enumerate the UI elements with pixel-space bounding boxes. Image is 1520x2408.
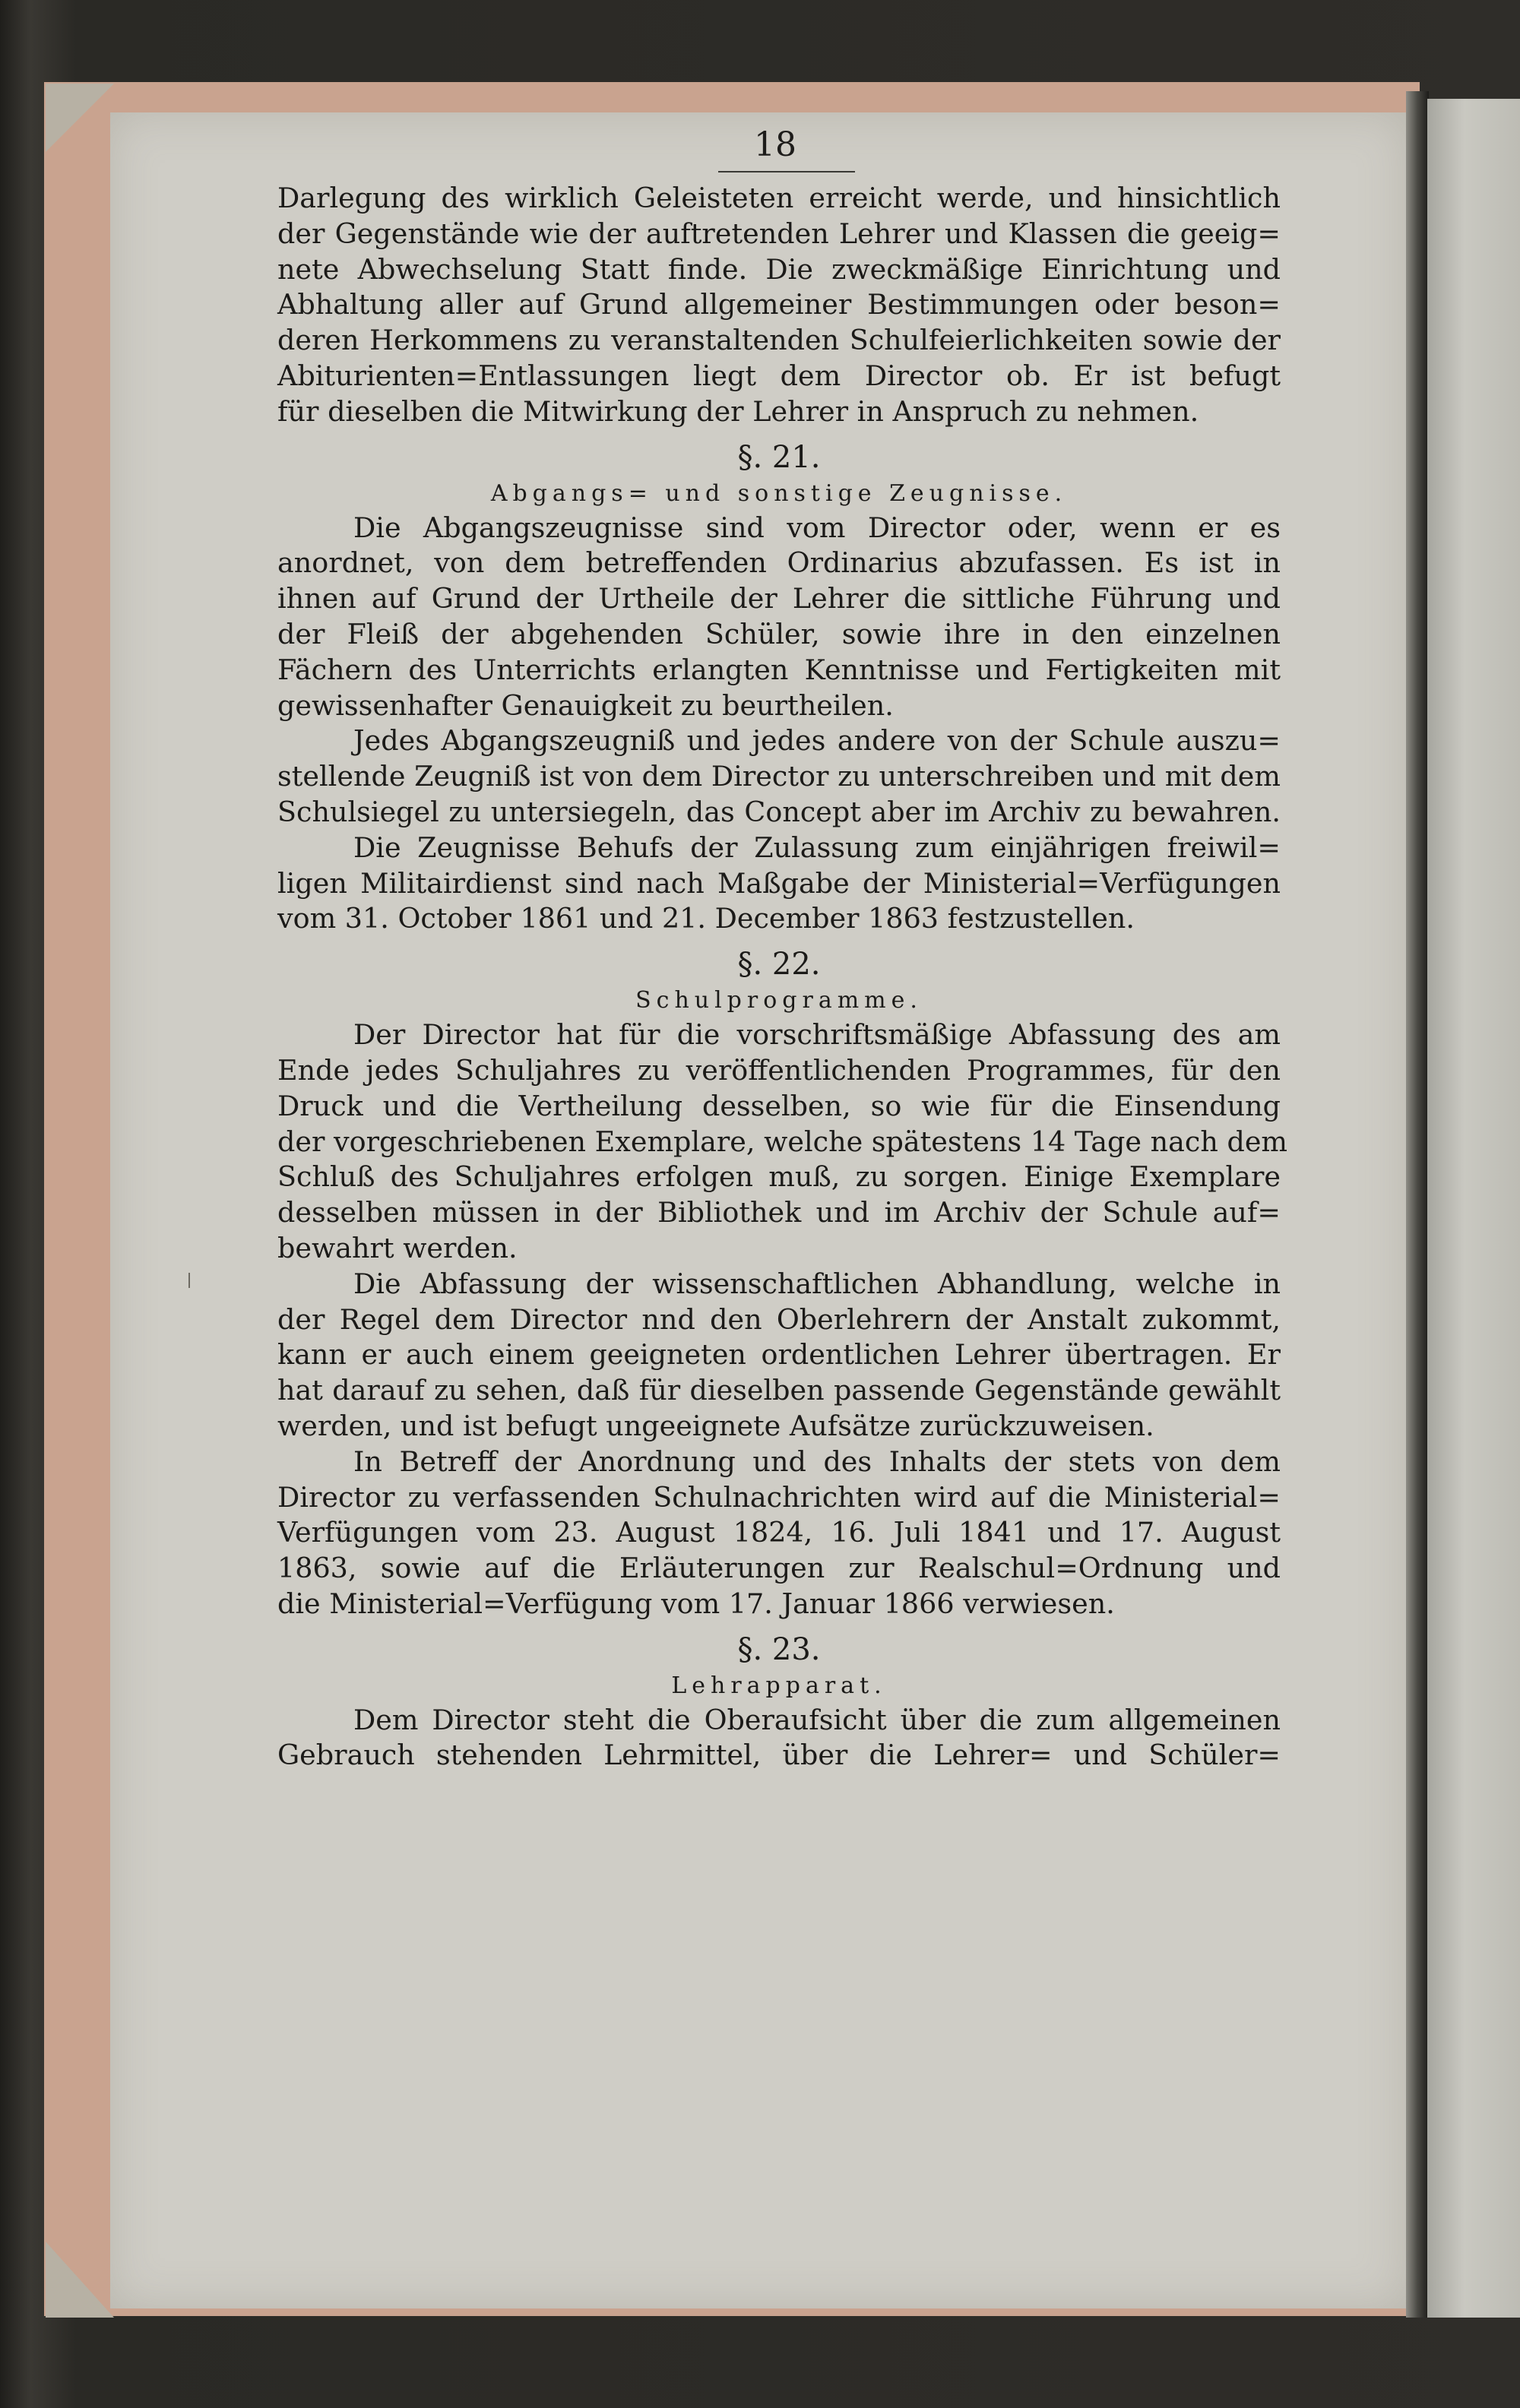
text-line: der Regel dem Director nnd den Oberlehrern der Anstalt zukommt, <box>277 1302 1281 1336</box>
text-line: der vorgeschriebenen Exemplare, welche spätestens 14 Tage nach dem <box>277 1125 1288 1158</box>
text-line: der Gegenstände wie der auftretenden Lehrer und Klassen die geeig= <box>277 217 1281 250</box>
text-line: Der Director hat für die vorschriftsmäßige Abfassung des am <box>353 1018 1281 1052</box>
text-line: Die Abgangszeugnisse sind vom Director oder, wenn er es <box>353 511 1281 544</box>
text-line: nete Abwechselung Statt finde. Die zweckmäßige Einrichtung und <box>277 252 1281 286</box>
text-line: Schulsiegel zu untersiegeln, das Concept aber im Archiv zu bewahren. <box>277 795 1281 828</box>
text-line: ligen Militairdienst sind nach Maßgabe der Ministerial=Verfügungen <box>277 866 1281 900</box>
text-line: Druck und die Vertheilung desselben, so wie für die Einsendung <box>277 1089 1281 1122</box>
section-title: Abgangs= und sonstige Zeugnisse. <box>490 479 1068 507</box>
text-line: Jedes Abgangszeugniß und jedes andere von der Schule auszu= <box>353 724 1281 758</box>
page-number-rule <box>718 171 855 172</box>
margin-mark <box>188 1273 190 1288</box>
text-line: Darlegung des wirklich Geleisteten erreicht werde, und hinsichtlich <box>277 182 1281 214</box>
text-line: Abhaltung aller auf Grund allgemeiner Bestimmungen oder beson= <box>277 288 1281 321</box>
text-line: Die Zeugnisse Behufs der Zulassung zum einjährigen freiwil= <box>353 831 1281 864</box>
text-line: Abiturienten=Entlassungen liegt dem Director ob. Er ist befugt <box>277 359 1281 392</box>
page-text <box>277 181 1288 1774</box>
text-line: Gebrauch stehenden Lehrmittel, über die Lehrer= und Schüler= <box>277 1739 1281 1772</box>
text-line: ihnen auf Grund der Urtheile der Lehrer die sittliche Führung und <box>277 582 1281 615</box>
text-line: vom 31. October 1861 und 21. December 1863 festzustellen. <box>277 902 1135 935</box>
text-line: In Betreff der Anordnung und des Inhalts der stets von dem <box>353 1444 1281 1478</box>
text-line: hat darauf zu sehen, daß für dieselben passende Gegenstände gewählt <box>277 1374 1281 1407</box>
text-line: werden, und ist befugt ungeeignete Aufsätze zurückzuweisen. <box>277 1409 1154 1442</box>
text-line: stellende Zeugniß ist von dem Director zu unterschreiben und mit dem <box>277 760 1281 793</box>
book-gutter <box>1406 91 1429 2318</box>
text-line: kann er auch einem geeigneten ordentlichen Lehrer übertragen. Er <box>277 1338 1281 1372</box>
text-line: für dieselben die Mitwirkung der Lehrer in Anspruch zu nehmen. <box>277 394 1199 428</box>
text-line: Die Abfassung der wissenschaftlichen Abhandlung, welche in <box>353 1267 1281 1300</box>
text-line: anordnet, von dem betreffenden Ordinarius abzufassen. Es ist in <box>277 546 1281 580</box>
section-number: §. 21. <box>737 439 821 475</box>
text-line: desselben müssen in der Bibliothek und im Archiv der Schule auf= <box>277 1196 1281 1229</box>
facing-page-edge <box>1427 99 1520 2318</box>
section-number: §. 22. <box>737 947 821 983</box>
text-line: Dem Director steht die Oberaufsicht über die zum allgemeinen <box>353 1703 1281 1736</box>
page-number: 18 <box>754 125 796 164</box>
text-line: die Ministerial=Verfügung vom 17. Januar 1866 verwiesen. <box>277 1587 1115 1620</box>
text-line: Fächern des Unterrichts erlangten Kenntnisse und Fertigkeiten mit <box>277 653 1281 686</box>
text-line: gewissenhafter Genauigkeit zu beurtheilen. <box>277 688 894 722</box>
text-line: Schluß des Schuljahres erfolgen muß, zu sorgen. Einige Exemplare <box>277 1160 1281 1194</box>
text-line: deren Herkommens zu veranstaltenden Schulfeierlichkeiten sowie der <box>277 324 1281 357</box>
section-title: Schulprogramme. <box>635 987 923 1014</box>
text-line: Verfügungen vom 23. August 1824, 16. Juli 1841 und 17. August <box>277 1516 1281 1549</box>
text-line: Director zu verfassenden Schulnachrichten wird auf die Ministerial= <box>277 1480 1281 1514</box>
text-line: der Fleiß der abgehenden Schüler, sowie ihre in den einzelnen <box>277 617 1281 650</box>
text-line: 1863, sowie auf die Erläuterungen zur Realschul=Ordnung und <box>277 1552 1281 1585</box>
section-number: §. 23. <box>737 1631 821 1667</box>
section-title: Lehrapparat. <box>671 1672 887 1699</box>
text-line: Ende jedes Schuljahres zu veröffentlichenden Programmes, für den <box>277 1053 1281 1087</box>
text-line: bewahrt werden. <box>277 1231 518 1264</box>
